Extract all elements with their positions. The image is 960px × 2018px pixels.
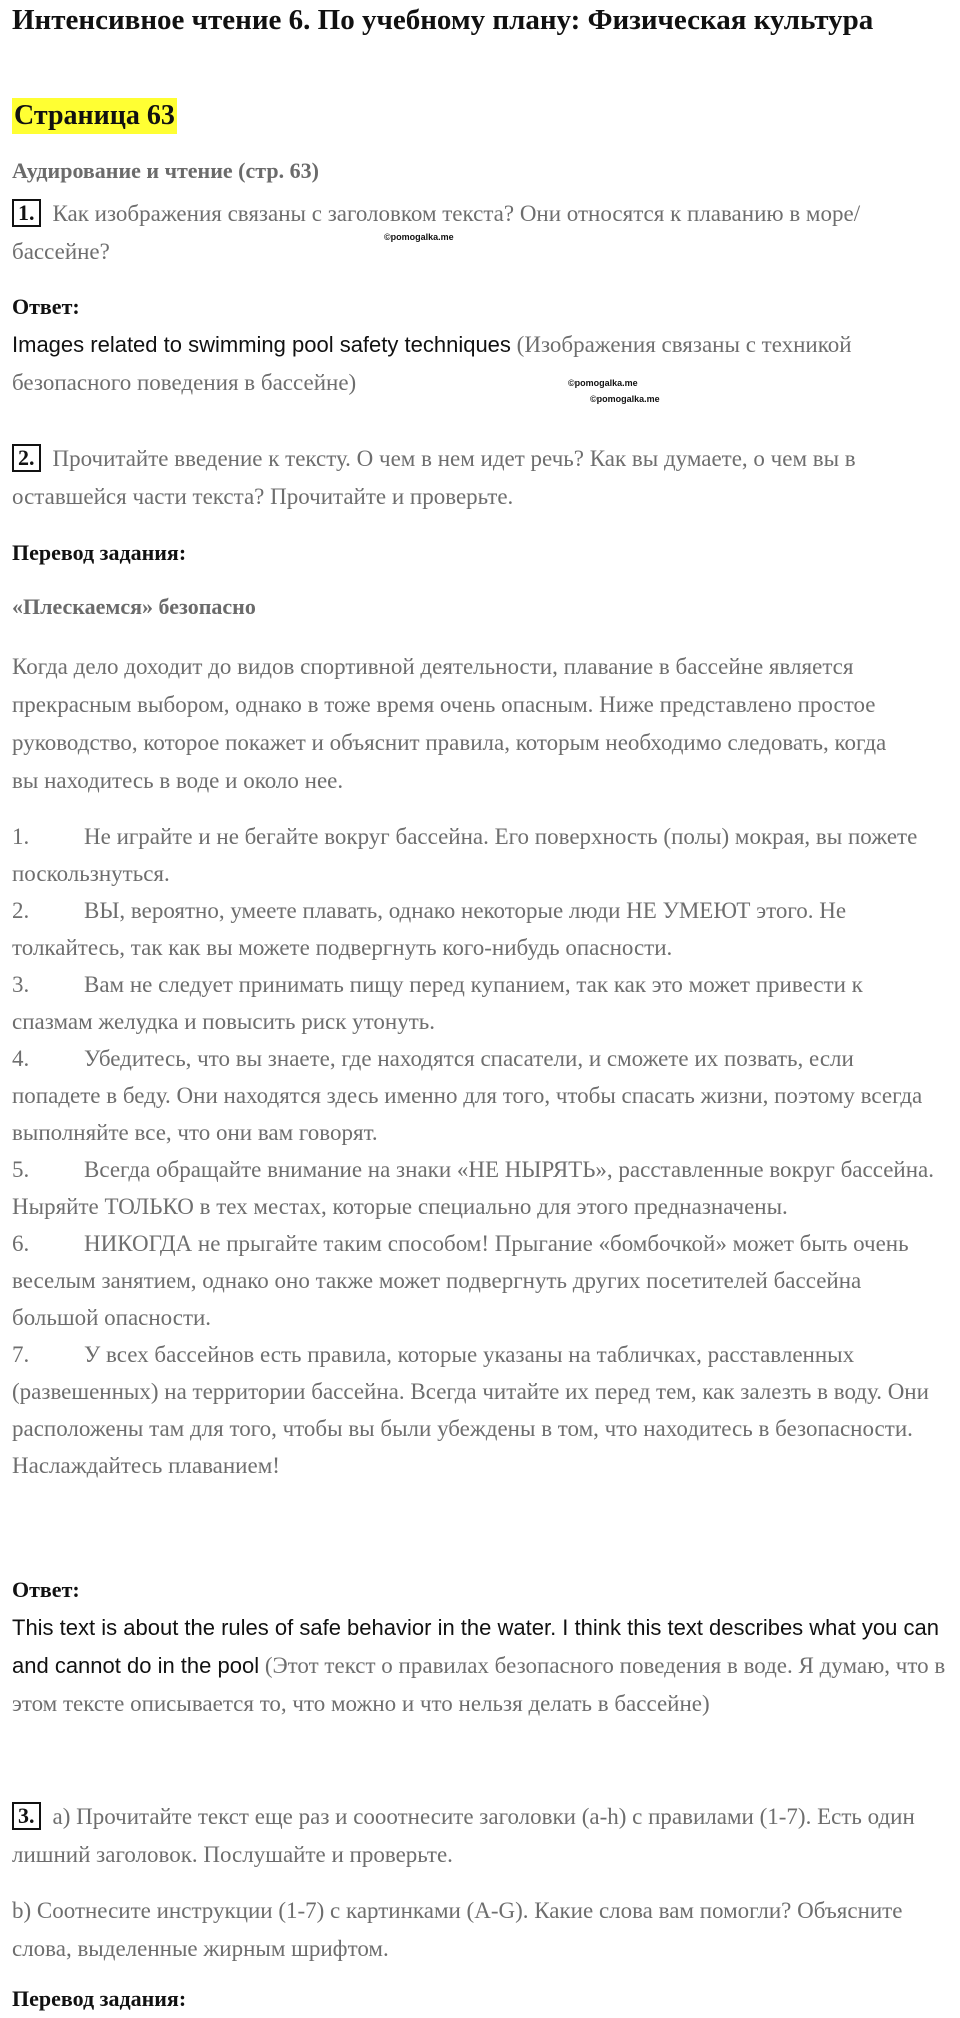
rule-text: Вам не следует принимать пищу перед купанием, так как это может привести к спазмам желудка и повысить риск утонуть. <box>12 972 863 1034</box>
task1-answer-label: Ответ: <box>12 294 80 319</box>
task1-answer-ru: (Изображения связаны с техникой безопасного поведения в бассейне) <box>12 332 852 395</box>
rule-text: ВЫ, вероятно, умеете плавать, однако некоторые люди НЕ УМЕЮТ этого. Не толкайтесь, так как вы можете подвергнуть кого-нибудь опасности. <box>12 898 847 960</box>
task1-answer <box>12 326 912 402</box>
rule-item <box>12 966 948 1040</box>
rule-text: У всех бассейнов есть правила, которые указаны на табличках, расставленных (развешенных) на территории бассейна. Всегда читайте их перед тем, как залезть в воду. Они расположены там для того, чтобы вы были убеждены в том, что находитесь в безопасности. Наслаждайтесь плаванием! <box>12 1342 929 1478</box>
rule-number: 5. <box>12 1157 30 1182</box>
rule-number: 3. <box>12 972 30 997</box>
rule-text: Убедитесь, что вы знаете, где находятся спасатели, и сможете их позвать, если попадете в беду. Они находятся здесь именно для того, чтобы спасать жизни, поэтому всегда выполняйте все, что они вам говорят. <box>12 1046 923 1145</box>
task3-translation-label: Перевод задания: <box>12 1986 187 2011</box>
task3-part-a-text: a) Прочитайте текст еще раз и сооотнесите заголовки (a-h) с правилами (1-7). Есть один лишний заголовок. Послушайте и проверьте. <box>12 1804 915 1867</box>
rule-item <box>12 1040 948 1151</box>
rule-number: 2. <box>12 898 30 923</box>
rule-item <box>12 818 948 892</box>
text-title: «Плескаемся» безопасно <box>12 594 256 619</box>
rules-list <box>12 818 948 1484</box>
page-title: Интенсивное чтение 6. По учебному плану: Физическая культура <box>12 4 874 36</box>
task3-part-a <box>12 1798 948 1874</box>
task2-answer-en: This text is about the rules of safe behavior in the water. I think this text describes what you can and cannot do in the pool <box>12 1615 939 1678</box>
task2-number-box: 2. <box>12 444 41 472</box>
rule-number: 1. <box>12 824 30 849</box>
task1-answer-en: Images related to swimming pool safety techniques <box>12 332 511 357</box>
task2-answer-ru: (Этот текст о правилах безопасного поведения в воде. Я думаю, что в этом тексте описывается то, что можно и что нельзя делать в бассейне) <box>12 1653 946 1716</box>
task1-number-box: 1. <box>12 199 41 227</box>
rule-item <box>12 1225 948 1336</box>
watermark: ©pomogalka.me <box>384 232 454 242</box>
page-number-highlight: Страница 63 <box>12 98 177 134</box>
task3-part-b: b) Соотнесите инструкции (1-7) с картинками (A-G). Какие слова вам помогли? Объясните слова, выделенные жирным шрифтом. <box>12 1898 903 1961</box>
watermark: ©pomogalka.me <box>590 394 660 404</box>
rule-text: НИКОГДА не прыгайте таким способом! Прыгание «бомбочкой» может быть очень веселым занятием, однако оно также может подвергнуть других посетителей бассейна большой опасности. <box>12 1231 909 1330</box>
task2-answer <box>12 1609 948 1723</box>
rule-number: 4. <box>12 1046 30 1071</box>
task2-question-text: Прочитайте введение к тексту. О чем в нем идет речь? Как вы думаете, о чем вы в оставшейся части текста? Прочитайте и проверьте. <box>12 446 856 509</box>
section-heading: Аудирование и чтение (стр. 63) <box>12 158 319 183</box>
watermark: ©pomogalka.me <box>568 378 638 388</box>
rule-text: Всегда обращайте внимание на знаки «НЕ НЫРЯТЬ», расставленные вокруг бассейна. Ныряйте ТОЛЬКО в тех местах, которые специально для этого предназначены. <box>12 1157 935 1219</box>
task2-translation-label: Перевод задания: <box>12 540 187 565</box>
task2-answer-label: Ответ: <box>12 1577 80 1602</box>
rule-item <box>12 892 948 966</box>
task1-question-text: Как изображения связаны с заголовком текста? Они относятся к плаванию в море/бассейне? <box>12 201 861 264</box>
rule-number: 7. <box>12 1342 30 1367</box>
task2-question <box>12 440 948 516</box>
rule-item <box>12 1151 948 1225</box>
task3-number-box: 3. <box>12 1802 41 1830</box>
rule-text: Не играйте и не бегайте вокруг бассейна. Его поверхность (полы) мокрая, вы пожете поскользнуться. <box>12 824 918 886</box>
rule-number: 6. <box>12 1231 30 1256</box>
rule-item <box>12 1336 948 1484</box>
text-intro: Когда дело доходит до видов спортивной деятельности, плавание в бассейне является прекрасным выбором, однако в тоже время очень опасным. Ниже представлено простое руководство, которое покажет и объяснит правила, которым необходимо следовать, когда вы находитесь в воде и около нее. <box>12 654 887 793</box>
